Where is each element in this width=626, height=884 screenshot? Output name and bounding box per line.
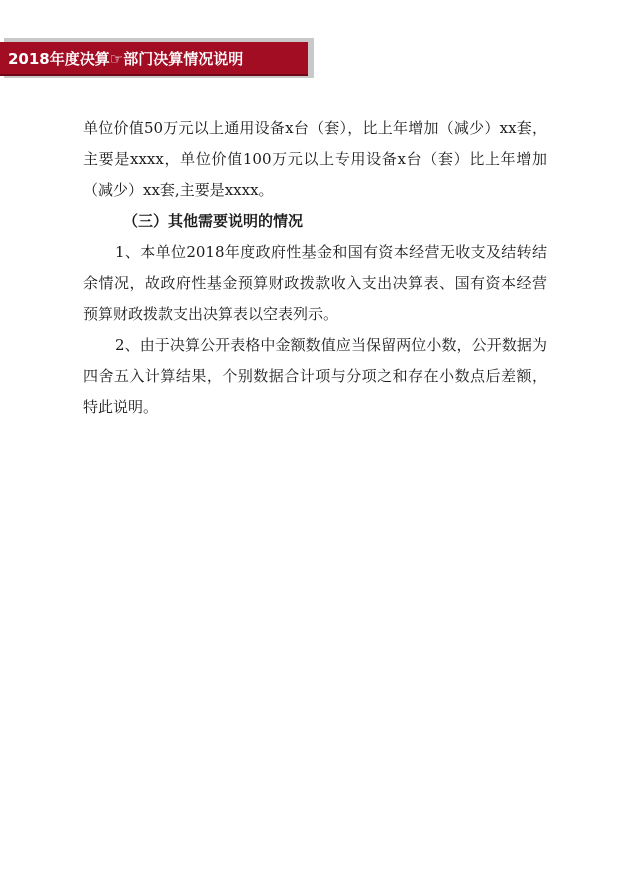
- page-title: 2018年度决算☞部门决算情况说明: [8, 50, 244, 68]
- section-heading: （三）其他需要说明的情况: [123, 212, 304, 230]
- paragraph-fund-note: 1、本单位2018年度政府性基金和国有资本经营无收支及结转结余情况，故政府性基金预算财政拨款收入支出决算表、国有资本经营预算财政拨款支出决算表以空表列示。: [83, 243, 547, 323]
- paragraph-equipment: 单位价值50万元以上通用设备x台（套），比上年增加（减少）xx套，主要是xxxx，单位价值100万元以上专用设备x台（套）比上年增加（减少）xx套,主要是xxxx。: [83, 119, 547, 199]
- document-body: [83, 113, 547, 423]
- header-band: [0, 42, 308, 76]
- paragraph-rounding-note: 2、由于决算公开表格中金额数值应当保留两位小数，公开数据为四舍五入计算结果，个别数据合计项与分项之和存在小数点后差额，特此说明。: [83, 336, 547, 416]
